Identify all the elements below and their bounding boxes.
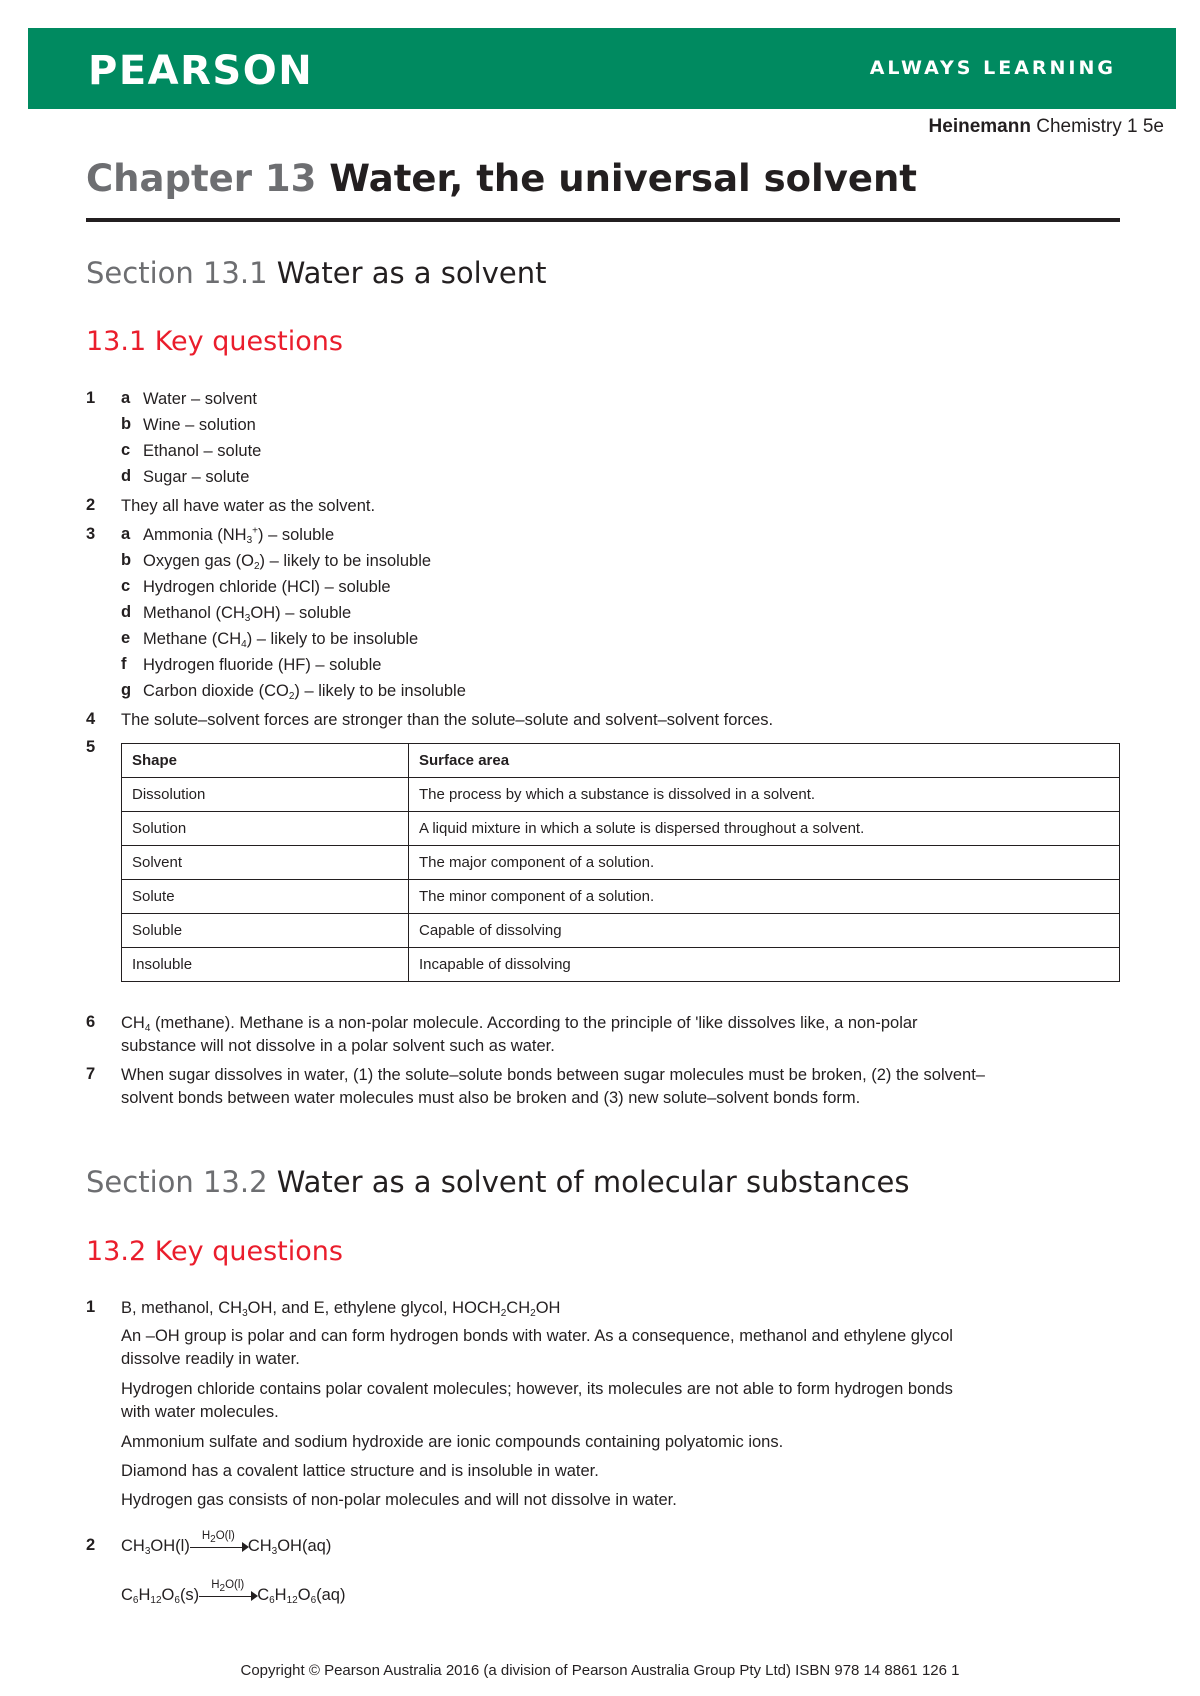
chapter-rule xyxy=(86,218,1120,222)
answer-text: An –OH group is polar and can form hydrogen bonds with water. As a consequence, methanol and ethylene glycol xyxy=(121,1327,953,1345)
table-cell: Solvent xyxy=(122,846,409,880)
item-letter: g xyxy=(121,681,132,699)
item-letter: a xyxy=(121,525,131,543)
reaction-arrow-icon: $H_2O(l)$ xyxy=(190,1537,248,1557)
answer-text: When sugar dissolves in water, (1) the solute–solute bonds between sugar molecules must be broken, (2) the solvent– xyxy=(121,1066,985,1084)
column-header: Surface area xyxy=(409,744,1120,778)
answer-text: Hydrogen chloride (HCl) – soluble xyxy=(143,578,391,596)
answer-text: Hydrogen fluoride (HF) – soluble xyxy=(143,656,382,674)
answer-text: substance will not dissolve in a polar solvent such as water. xyxy=(121,1037,555,1055)
table-row xyxy=(122,880,1120,914)
answer-text: Carbon dioxide $(CO_2)$ – likely to be insoluble xyxy=(143,682,466,702)
answer-text: Wine – solution xyxy=(143,416,256,434)
table-cell: A liquid mixture in which a solute is dispersed throughout a solvent. xyxy=(409,812,1120,846)
table-cell: The major component of a solution. xyxy=(409,846,1120,880)
answer-text: Methanol $(CH_3OH)$ – soluble xyxy=(143,604,352,624)
book-title: Heinemann Chemistry 1 5e xyxy=(928,116,1164,137)
question-number: 2 xyxy=(86,496,96,514)
table-cell: The minor component of a solution. xyxy=(409,880,1120,914)
answer-text: The solute–solvent forces are stronger than the solute–solute and solvent–solvent forces. xyxy=(121,711,774,729)
answer-text: Diamond has a covalent lattice structure and is insoluble in water. xyxy=(121,1462,599,1480)
answer-text: Oxygen gas $(O_2)$ – likely to be insoluble xyxy=(143,552,432,572)
item-letter: f xyxy=(121,655,127,673)
column-header: Shape xyxy=(122,744,409,778)
answer-text: B, methanol, $CH_3OH$, and E, ethylene glycol, $HOCH_2CH_2OH$ xyxy=(121,1299,561,1319)
question-number: 5 xyxy=(86,738,96,756)
table-cell: Solution xyxy=(122,812,409,846)
question-number: 1 xyxy=(86,1298,96,1316)
answer-text: solvent bonds between water molecules must also be broken and (3) new solute–solvent bonds form. xyxy=(121,1089,861,1107)
answer-text: Hydrogen gas consists of non-polar molecules and will not dissolve in water. xyxy=(121,1491,677,1509)
answer-text: Ammonia $(NH_3^+)$ – soluble xyxy=(143,525,335,546)
key-questions-13-2: 13.2 Key questions xyxy=(86,1236,343,1267)
table-cell: Dissolution xyxy=(122,778,409,812)
pearson-logo: PEARSON xyxy=(88,48,314,94)
item-letter: c xyxy=(121,577,131,595)
section-13-2-heading: Section 13.2 Water as a solvent of molecular substances xyxy=(86,1165,910,1199)
table-cell: Soluble xyxy=(122,914,409,948)
table-row xyxy=(122,812,1120,846)
key-questions-13-1: 13.1 Key questions xyxy=(86,326,343,357)
answer-text: with water molecules. xyxy=(121,1403,279,1421)
item-letter: d xyxy=(121,603,132,621)
answer-text: Water – solvent xyxy=(143,390,258,408)
table-row xyxy=(122,778,1120,812)
header-banner xyxy=(28,28,1176,109)
answer-text: Hydrogen chloride contains polar covalent molecules; however, its molecules are not able to form hydrogen bonds xyxy=(121,1380,953,1398)
question-number: 2 xyxy=(86,1536,96,1554)
table-cell: Solute xyxy=(122,880,409,914)
section-13-1-heading: Section 13.1 Water as a solvent xyxy=(86,256,547,290)
question-number: 6 xyxy=(86,1013,96,1031)
item-letter: e xyxy=(121,629,131,647)
tagline: ALWAYS LEARNING xyxy=(869,57,1116,79)
definitions-table xyxy=(121,743,1120,982)
answer-text: Ethanol – solute xyxy=(143,442,262,460)
item-letter: d xyxy=(121,467,132,485)
answer-text: They all have water as the solvent. xyxy=(121,497,376,515)
reaction-arrow-icon: $H_2O(l)$ xyxy=(199,1586,257,1606)
table-cell: Insoluble xyxy=(122,948,409,982)
answer-text: Sugar – solute xyxy=(143,468,250,486)
question-number: 3 xyxy=(86,525,96,543)
table-cell: Incapable of dissolving xyxy=(409,948,1120,982)
answer-text: $CH_4$ (methane). Methane is a non-polar molecule. According to the principle of 'like dissolves like, a non-polar xyxy=(121,1014,918,1034)
table-row xyxy=(122,846,1120,880)
answer-text: Methane $(CH_4)$ – likely to be insoluble xyxy=(143,630,419,650)
answer-text: dissolve readily in water. xyxy=(121,1350,300,1368)
question-number: 7 xyxy=(86,1065,96,1083)
table-header-row xyxy=(122,744,1120,778)
answer-text: Ammonium sulfate and sodium hydroxide are ionic compounds containing polyatomic ions. xyxy=(121,1433,784,1451)
equation-1: $CH_3OH(l)$ $H_2O(l)$ $CH_3OH(aq)$ xyxy=(121,1529,332,1557)
question-number: 4 xyxy=(86,710,96,728)
chapter-title: Chapter 13 Water, the universal solvent xyxy=(86,157,917,200)
item-letter: b xyxy=(121,415,132,433)
item-letter: b xyxy=(121,551,132,569)
question-number: 1 xyxy=(86,389,96,407)
table-row xyxy=(122,914,1120,948)
equation-2: $C_6H_{12}O_6(s)$ $H_2O(l)$ $C_6H_{12}O_6(aq)$ xyxy=(121,1578,346,1606)
table-cell: The process by which a substance is dissolved in a solvent. xyxy=(409,778,1120,812)
table-row xyxy=(122,948,1120,982)
table-cell: Capable of dissolving xyxy=(409,914,1120,948)
copyright-footer: Copyright © Pearson Australia 2016 (a division of Pearson Australia Group Pty Ltd) ISBN 978 14 8861 126 1 xyxy=(240,1662,960,1679)
item-letter: a xyxy=(121,389,131,407)
item-letter: c xyxy=(121,441,131,459)
